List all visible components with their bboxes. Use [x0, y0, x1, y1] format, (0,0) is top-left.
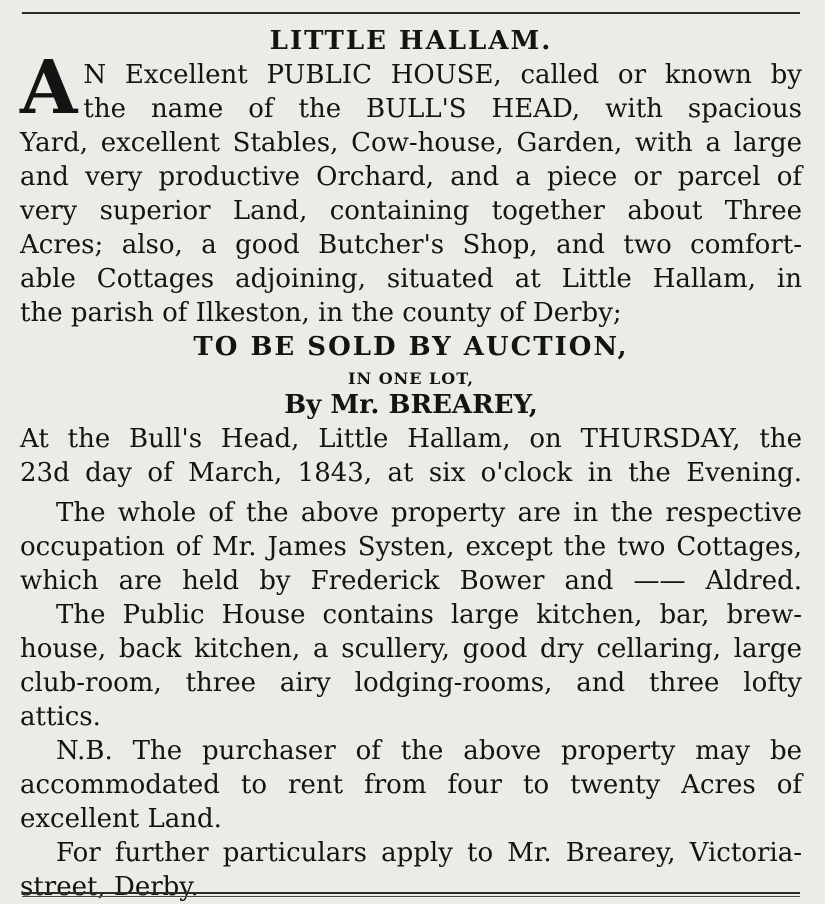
- drop-cap: A: [20, 45, 78, 131]
- advertisement: [20, 24, 802, 904]
- para2-line: occupation of Mr. James Systen, except the two Cottages,: [20, 532, 802, 562]
- para3-line: house, back kitchen, a scullery, good dry cellaring, large: [20, 634, 802, 664]
- para1-line: able Cottages adjoining, situated at Little Hallam, in: [20, 264, 802, 294]
- para5-line: street, Derby.: [20, 872, 199, 902]
- para2-line: The whole of the above property are in the respective: [56, 498, 802, 528]
- para3-line: The Public House contains large kitchen, bar, brew-: [56, 600, 802, 630]
- bottom-rule-thin: [22, 896, 800, 897]
- top-rule: [22, 12, 800, 14]
- auction-title: TO BE SOLD BY AUCTION,: [193, 332, 629, 362]
- bottom-rule: [22, 892, 800, 894]
- para1-line: Yard, excellent Stables, Cow-house, Garden, with a large: [20, 128, 802, 158]
- para1-line: the name of the BULL'S HEAD, with spacious: [83, 94, 802, 124]
- para1-line: and very productive Orchard, and a piece or parcel of: [20, 162, 802, 192]
- para1-line: very superior Land, containing together about Three: [20, 196, 802, 226]
- para4-line: excellent Land.: [20, 804, 222, 834]
- para1-line: the parish of Ilkeston, in the county of Derby;: [20, 298, 622, 328]
- auction-lot: IN ONE LOT,: [348, 369, 474, 388]
- para4-line: accommodated to rent from four to twenty Acres of: [20, 770, 802, 800]
- para3-line: attics.: [20, 702, 101, 732]
- ad-heading: LITTLE HALLAM.: [269, 26, 553, 56]
- para2-line: which are held by Frederick Bower and —— Aldred.: [20, 566, 802, 596]
- para5-line: For further particulars apply to Mr. Brearey, Victoria-: [56, 838, 802, 868]
- para4-line: N.B. The purchaser of the above property may be: [56, 736, 802, 766]
- auction-venue: At the Bull's Head, Little Hallam, on THURSDAY, the: [20, 424, 802, 454]
- para1-line: N Excellent PUBLIC HOUSE, called or known by: [83, 60, 802, 90]
- para3-line: club-room, three airy lodging-rooms, and three lofty: [20, 668, 802, 698]
- para1-line: Acres; also, a good Butcher's Shop, and two comfort-: [20, 230, 802, 260]
- auction-date: 23d day of March, 1843, at six o'clock in the Evening.: [20, 458, 802, 488]
- auctioneer: By Mr. BREAREY,: [284, 390, 538, 420]
